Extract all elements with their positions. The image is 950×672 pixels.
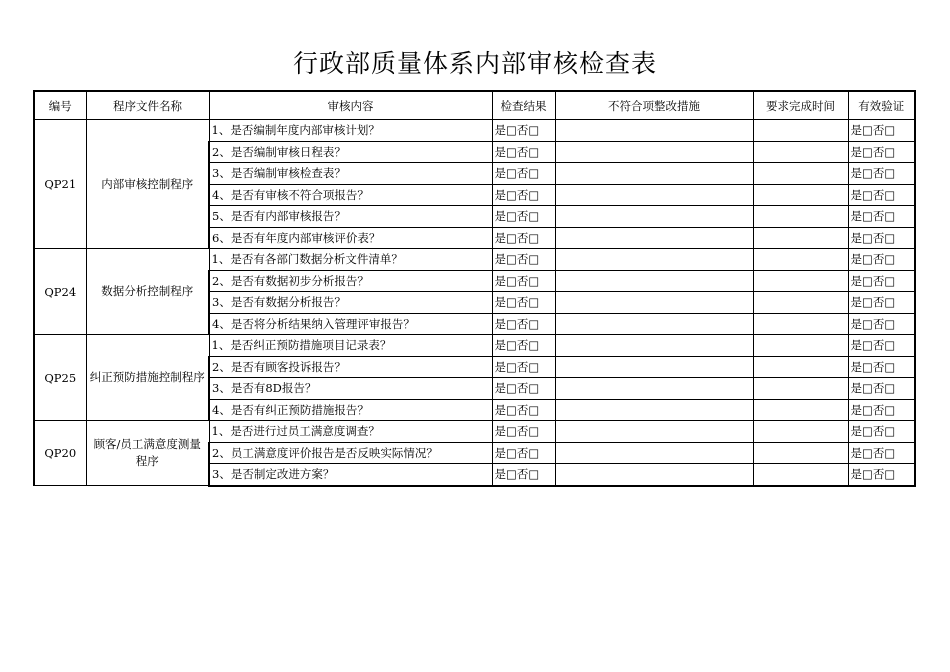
check-result-cell[interactable]: 是□否□ [492, 464, 555, 486]
audit-content-cell: 4、是否有纠正预防措施报告？ [209, 399, 492, 421]
deadline-cell[interactable] [753, 399, 848, 421]
verification-cell[interactable]: 是□否□ [848, 120, 915, 142]
corrective-action-cell[interactable] [555, 270, 753, 292]
corrective-action-cell[interactable] [555, 120, 753, 142]
table-row [34, 421, 915, 443]
check-result-cell[interactable]: 是□否□ [492, 270, 555, 292]
deadline-cell[interactable] [753, 270, 848, 292]
verification-cell[interactable]: 是□否□ [848, 227, 915, 249]
verification-cell[interactable]: 是□否□ [848, 335, 915, 357]
verification-cell[interactable]: 是□否□ [848, 184, 915, 206]
audit-content-cell: 3、是否制定改进方案？ [209, 464, 492, 486]
check-result-cell[interactable]: 是□否□ [492, 421, 555, 443]
check-result-cell[interactable]: 是□否□ [492, 356, 555, 378]
audit-content-cell: 3、是否有8D报告？ [209, 378, 492, 400]
corrective-action-cell[interactable] [555, 249, 753, 271]
check-result-cell[interactable]: 是□否□ [492, 378, 555, 400]
audit-content-cell: 5、是否有内部审核报告？ [209, 206, 492, 228]
procedure-code-cell: QP25 [34, 335, 86, 421]
deadline-cell[interactable] [753, 184, 848, 206]
corrective-action-cell[interactable] [555, 227, 753, 249]
corrective-action-cell[interactable] [555, 378, 753, 400]
procedure-name-cell: 纠正预防措施控制程序 [86, 335, 209, 421]
procedure-name-cell: 数据分析控制程序 [86, 249, 209, 335]
header-procedure: 程序文件名称 [86, 91, 209, 120]
deadline-cell[interactable] [753, 227, 848, 249]
verification-cell[interactable]: 是□否□ [848, 270, 915, 292]
deadline-cell[interactable] [753, 163, 848, 185]
header-result: 检查结果 [492, 91, 555, 120]
procedure-name-cell: 内部审核控制程序 [86, 120, 209, 249]
check-result-cell[interactable]: 是□否□ [492, 184, 555, 206]
verification-cell[interactable]: 是□否□ [848, 206, 915, 228]
audit-content-cell: 3、是否编制审核检查表？ [209, 163, 492, 185]
procedure-code-cell: QP21 [34, 120, 86, 249]
page-title: 行政部质量体系内部审核检查表 [292, 49, 657, 78]
deadline-cell[interactable] [753, 206, 848, 228]
audit-content-cell: 2、是否有顾客投诉报告？ [209, 356, 492, 378]
corrective-action-cell[interactable] [555, 335, 753, 357]
deadline-cell[interactable] [753, 335, 848, 357]
corrective-action-cell[interactable] [555, 464, 753, 486]
corrective-action-cell[interactable] [555, 206, 753, 228]
deadline-cell[interactable] [753, 356, 848, 378]
verification-cell[interactable]: 是□否□ [848, 163, 915, 185]
corrective-action-cell[interactable] [555, 141, 753, 163]
check-result-cell[interactable]: 是□否□ [492, 206, 555, 228]
deadline-cell[interactable] [753, 421, 848, 443]
verification-cell[interactable]: 是□否□ [848, 313, 915, 335]
audit-content-cell: 3、是否有数据分析报告？ [209, 292, 492, 314]
verification-cell[interactable]: 是□否□ [848, 292, 915, 314]
deadline-cell[interactable] [753, 464, 848, 486]
procedure-code-cell: QP24 [34, 249, 86, 335]
corrective-action-cell[interactable] [555, 356, 753, 378]
corrective-action-cell[interactable] [555, 292, 753, 314]
audit-content-cell: 1、是否纠正预防措施项目记录表？ [209, 335, 492, 357]
check-result-cell[interactable]: 是□否□ [492, 141, 555, 163]
verification-cell[interactable]: 是□否□ [848, 378, 915, 400]
audit-content-cell: 2、是否有数据初步分析报告？ [209, 270, 492, 292]
audit-content-cell: 2、是否编制审核日程表？ [209, 141, 492, 163]
audit-checklist-table [33, 90, 916, 487]
deadline-cell[interactable] [753, 442, 848, 464]
check-result-cell[interactable]: 是□否□ [492, 313, 555, 335]
verification-cell[interactable]: 是□否□ [848, 399, 915, 421]
corrective-action-cell[interactable] [555, 442, 753, 464]
corrective-action-cell[interactable] [555, 163, 753, 185]
header-corrective: 不符合项整改措施 [555, 91, 753, 120]
audit-content-cell: 4、是否将分析结果纳入管理评审报告？ [209, 313, 492, 335]
table-header-row [34, 91, 915, 120]
check-result-cell[interactable]: 是□否□ [492, 442, 555, 464]
audit-content-cell: 6、是否有年度内部审核评价表？ [209, 227, 492, 249]
audit-content-cell: 1、是否有各部门数据分析文件清单？ [209, 249, 492, 271]
deadline-cell[interactable] [753, 378, 848, 400]
verification-cell[interactable]: 是□否□ [848, 421, 915, 443]
audit-content-cell: 1、是否编制年度内部审核计划？ [209, 120, 492, 142]
check-result-cell[interactable]: 是□否□ [492, 335, 555, 357]
check-result-cell[interactable]: 是□否□ [492, 399, 555, 421]
table-row [34, 335, 915, 357]
deadline-cell[interactable] [753, 249, 848, 271]
procedure-code-cell: QP20 [34, 421, 86, 486]
check-result-cell[interactable]: 是□否□ [492, 227, 555, 249]
check-result-cell[interactable]: 是□否□ [492, 292, 555, 314]
corrective-action-cell[interactable] [555, 421, 753, 443]
audit-content-cell: 2、员工满意度评价报告是否反映实际情况？ [209, 442, 492, 464]
table-row [34, 120, 915, 142]
table-body [34, 120, 915, 486]
audit-content-cell: 1、是否进行过员工满意度调查？ [209, 421, 492, 443]
deadline-cell[interactable] [753, 313, 848, 335]
verification-cell[interactable]: 是□否□ [848, 464, 915, 486]
header-deadline: 要求完成时间 [753, 91, 848, 120]
deadline-cell[interactable] [753, 292, 848, 314]
header-content: 审核内容 [209, 91, 492, 120]
verification-cell[interactable]: 是□否□ [848, 249, 915, 271]
corrective-action-cell[interactable] [555, 313, 753, 335]
corrective-action-cell[interactable] [555, 184, 753, 206]
table-row [34, 249, 915, 271]
verification-cell[interactable]: 是□否□ [848, 141, 915, 163]
procedure-name-cell: 顾客/员工满意度测量程序 [86, 421, 209, 486]
header-code: 编号 [34, 91, 86, 120]
corrective-action-cell[interactable] [555, 399, 753, 421]
deadline-cell[interactable] [753, 120, 848, 142]
verification-cell[interactable]: 是□否□ [848, 356, 915, 378]
verification-cell[interactable]: 是□否□ [848, 442, 915, 464]
check-result-cell[interactable]: 是□否□ [492, 120, 555, 142]
check-result-cell[interactable]: 是□否□ [492, 163, 555, 185]
deadline-cell[interactable] [753, 141, 848, 163]
header-verify: 有效验证 [848, 91, 915, 120]
audit-content-cell: 4、是否有审核不符合项报告？ [209, 184, 492, 206]
check-result-cell[interactable]: 是□否□ [492, 249, 555, 271]
